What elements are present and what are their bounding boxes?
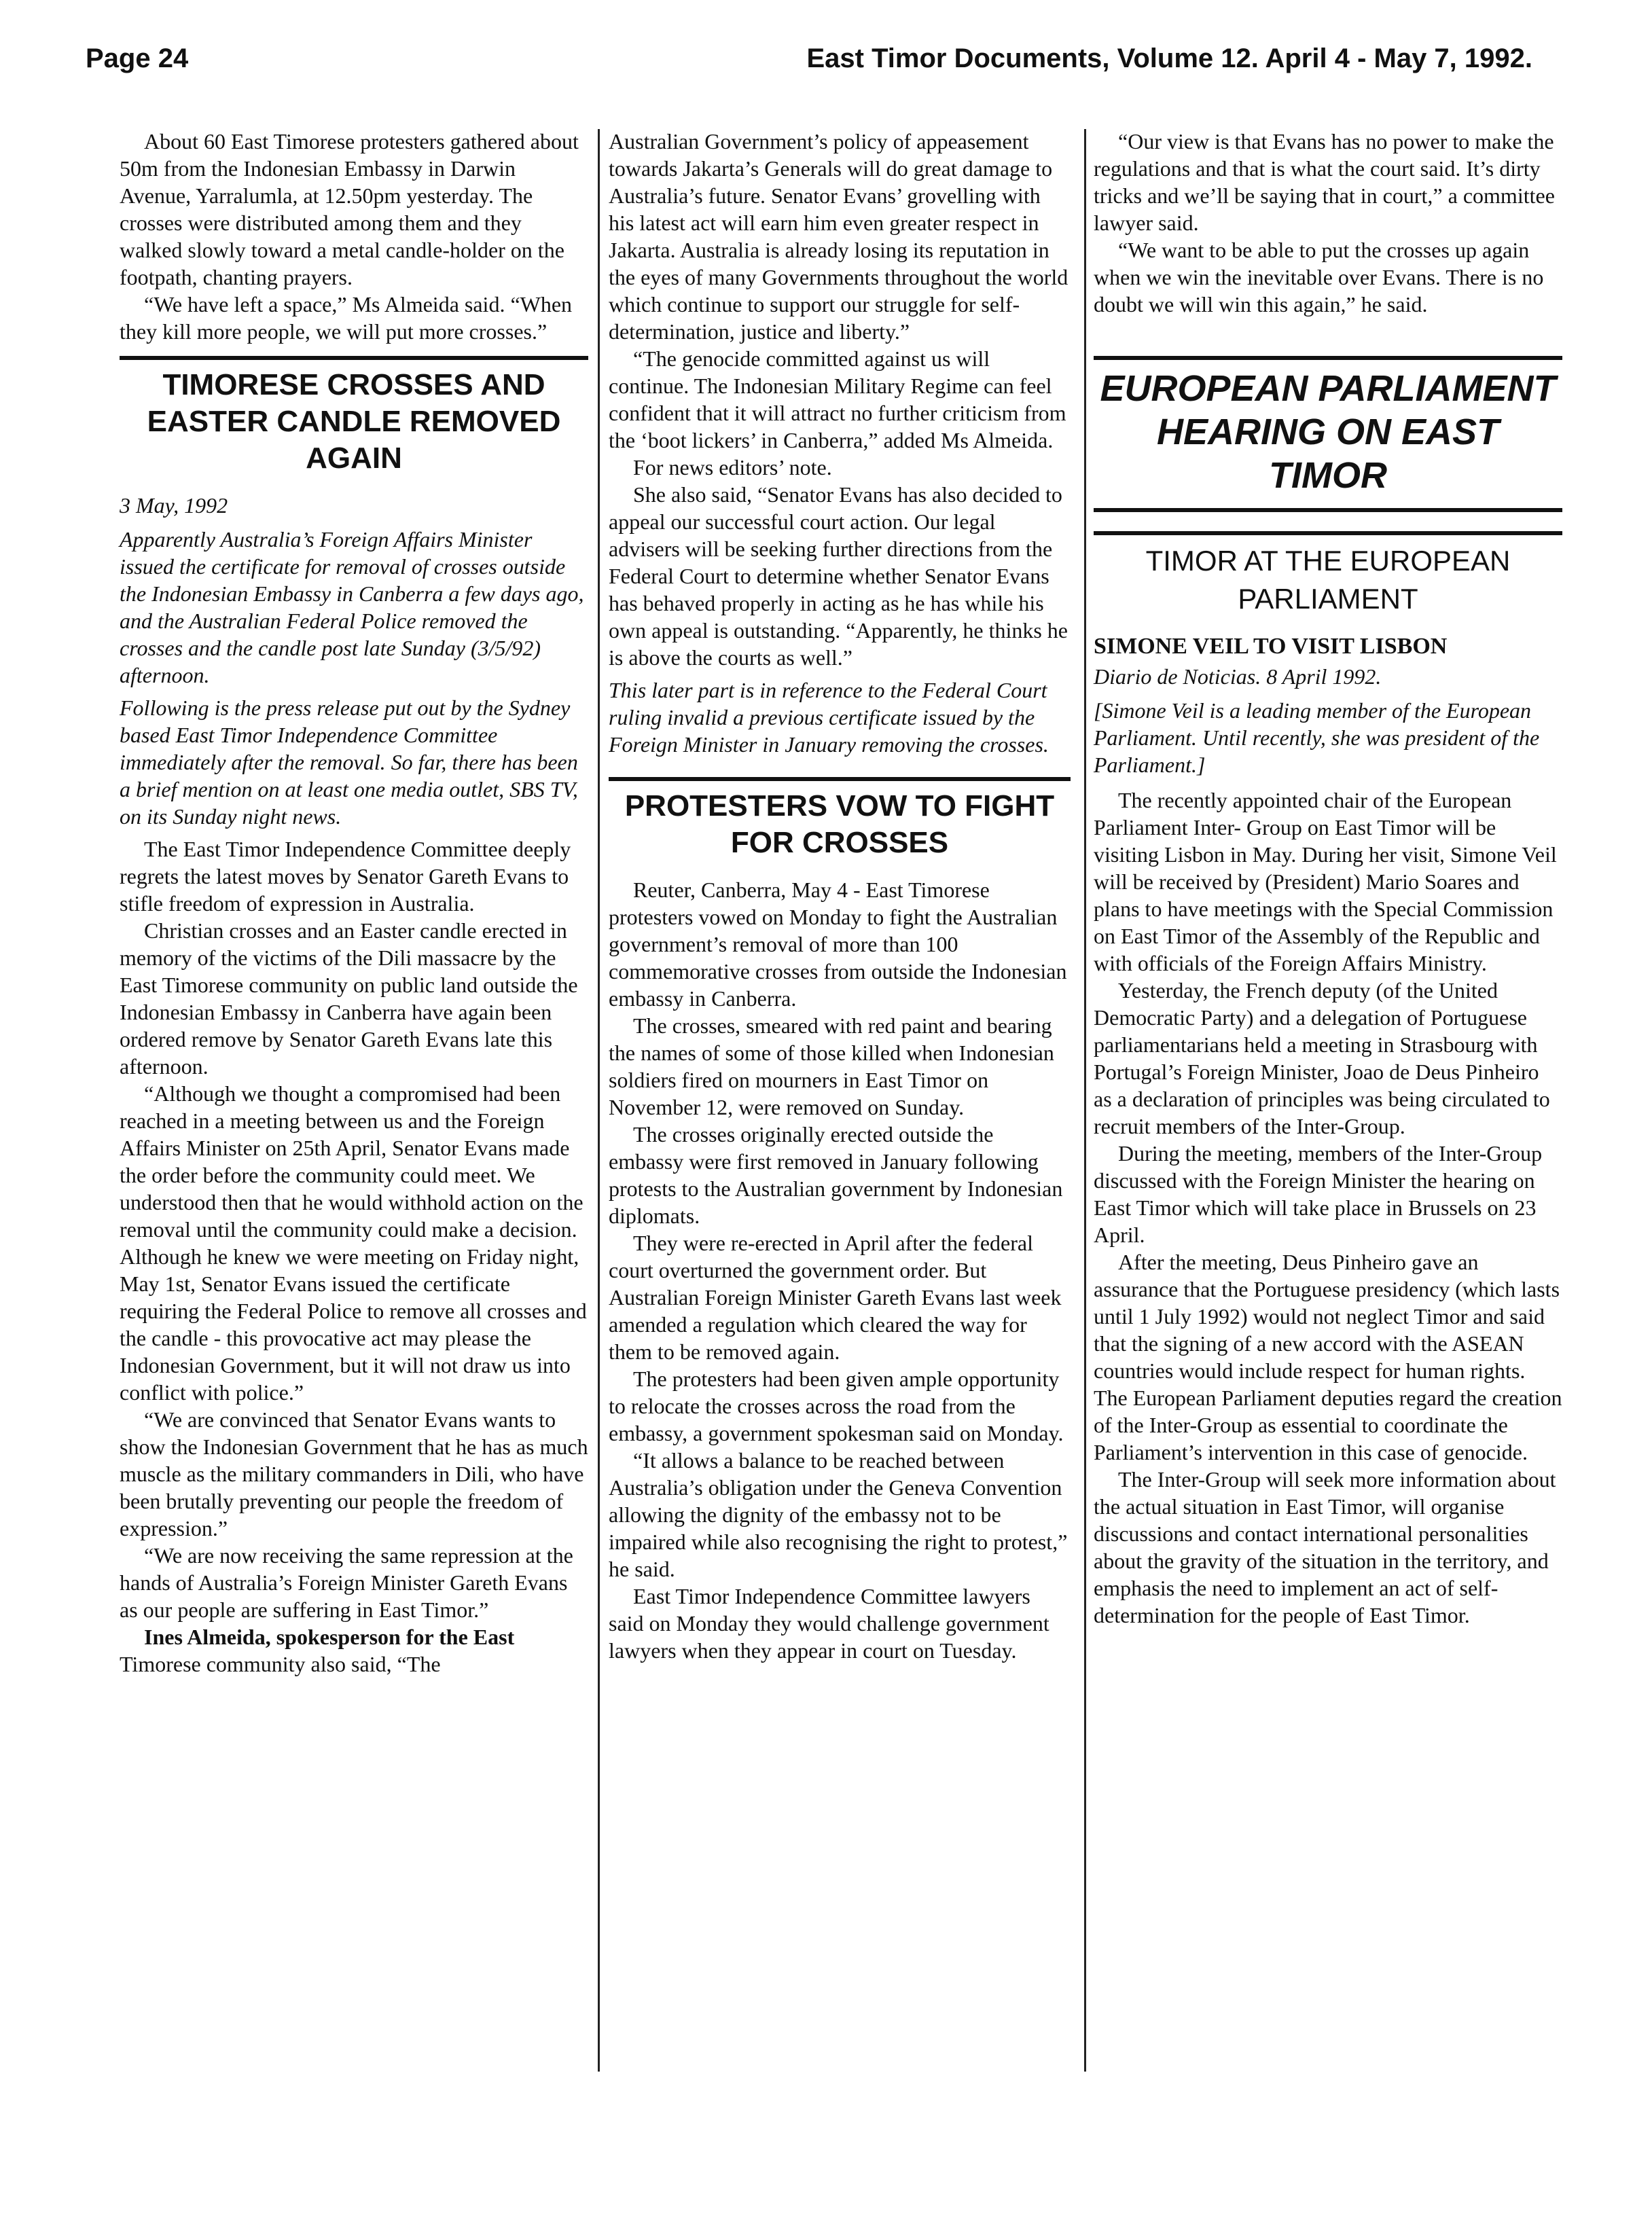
- paragraph: “We want to be able to put the crosses up again when we win the inevitable over Evans. There is no doubt we will win this again,” he said.: [1094, 238, 1544, 317]
- paragraph: After the meeting, Deus Pinheiro gave an assurance that the Portuguese presidency (which lasts until 1 July 1992) would not neglect Timor and said that the signing of a new accord with the ASEAN countries would include respect for human rights. The European Parliament deputies regard the creation of the Inter-Group as essential to coordinate the Parliament’s intervention in this case of genocide.: [1094, 1250, 1562, 1464]
- article-headline: TIMOR AT THE EUROPEAN PARLIAMENT: [1145, 545, 1511, 615]
- paragraph: Christian crosses and an Easter candle erected in memory of the victims of the Dili massacre by the East Timorese community on public land outside the Indonesian Embassy in Canberra have again been ordered remove by Senator Gareth Evans late this afternoon.: [120, 918, 578, 1079]
- paragraph: During the meeting, members of the Inter-Group discussed with the Foreign Minister the hearing on East Timor which will take place in Brussels on 23 April.: [1094, 1141, 1543, 1247]
- section-rule: [1094, 356, 1562, 360]
- section-rule: [609, 777, 1071, 781]
- column-3: [1094, 128, 1562, 1629]
- editor-note: Following is the press release put out by the Sydney based East Timor Independence Committee immediately after the removal. So far, there has been a brief mention on at least one media outlet, SBS TV, on its Sunday night news.: [120, 696, 578, 829]
- paragraph: Yesterday, the French deputy (of the United Democratic Party) and a delegation of Portuguese parliamentarians held a meeting in Strasbourg with Portugal’s Foreign Minister, Joao de Deus Pinheiro as a declaration of principles was being circulated to recruit members of the Inter-Group.: [1094, 978, 1550, 1138]
- paragraph: Australian Government’s policy of appeasement towards Jakarta’s Generals will do great damage to Australia’s future. Senator Evans’ grovelling with his latest act will earn him even greater respect in Jakarta. Australia is already losing its reputation in the eyes of many Governments throughout the world which continue to support our struggle for self-determination, justice and liberty.”: [609, 129, 1069, 344]
- editor-note: Apparently Australia’s Foreign Affairs Minister issued the certificate for removal of crosses outside the Indonesian Embassy in Canberra a few days ago, and the Australian Federal Police removed the crosses and the candle post late Sunday (3/5/92) afternoon.: [120, 527, 584, 687]
- section-rule: [1094, 531, 1562, 535]
- column-2: [609, 128, 1071, 1664]
- paragraph: East Timor Independence Committee lawyers said on Monday they would challenge government lawyers when they appear in court on Tuesday.: [609, 1584, 1049, 1663]
- column-divider: [1084, 129, 1086, 2072]
- paragraph: They were re-erected in April after the federal court overturned the government order. But Australian Foreign Minister Gareth Evans last week amended a regulation which cleared the way for them to be removed again.: [609, 1231, 1062, 1364]
- article-headline: TIMORESE CROSSES AND EASTER CANDLE REMOVED AGAIN: [147, 368, 561, 475]
- paragraph: “Our view is that Evans has no power to make the regulations and that is what the court said. It’s dirty tricks and we’ll be saying that in court,” a committee lawyer said.: [1094, 129, 1555, 235]
- editor-note: This later part is in reference to the Federal Court ruling invalid a previous certificate issued by the Foreign Minister in January removing the crosses.: [609, 678, 1049, 757]
- paragraph: “We are convinced that Senator Evans wants to show the Indonesian Government that he has as much muscle as the military commanders in Dili, who have been brutally preventing our people the freedom of expression.”: [120, 1407, 588, 1540]
- section-rule: [1094, 508, 1562, 512]
- paragraph: “It allows a balance to be reached between Australia’s obligation under the Geneva Convention allowing the dignity of the embassy not to be impaired while also recognising the right to protest,” he said.: [609, 1448, 1068, 1581]
- paragraph: The crosses, smeared with red paint and bearing the names of some of those killed when Indonesian soldiers fired on mourners in East Timor on November 12, were removed on Sunday.: [609, 1013, 1054, 1119]
- section-headline: EUROPEAN PARLIAMENT HEARING ON EAST TIMOR: [1100, 368, 1556, 496]
- paragraph: She also said, “Senator Evans has also decided to appeal our successful court action. Our legal advisers will be seeking further directions from the Federal Court to determine whether Senator Evans has behaved properly in acting as he has while his own appeal is outstanding. “Apparently, he thinks he is above the courts as well.”: [609, 482, 1068, 670]
- paragraph: The crosses originally erected outside the embassy were first removed in January following protests to the Australian government by Indonesian diplomats.: [609, 1122, 1063, 1228]
- paragraph: The protesters had been given ample opportunity to relocate the crosses across the road from the embassy, a government spokesman said on Monday.: [609, 1367, 1064, 1445]
- column-1: [120, 128, 588, 1678]
- page-header: [86, 43, 1532, 84]
- paragraph: “We have left a space,” Ms Almeida said. “When they kill more people, we will put more crosses.”: [120, 292, 573, 344]
- section-rule: [120, 356, 588, 360]
- paragraph: “Although we thought a compromised had been reached in a meeting between us and the Foreign Affairs Minister on 25th April, Senator Evans made the order before the community could meet. We understood then that he would withhold action on the removal until the community could make a decision. Although he knew we were meeting on Friday night, May 1st, Senator Evans issued the certificate requiring the Federal Police to remove all crosses and the candle - this provocative act may please the Indonesian Government, but it will not draw us into conflict with police.”: [120, 1081, 587, 1405]
- paragraph-text: Timorese community also said, “The: [120, 1652, 441, 1676]
- paragraph: “We are now receiving the same repression at the hands of Australia’s Foreign Minister Gareth Evans as our people are suffering in East Timor.”: [120, 1543, 573, 1622]
- column-divider: [598, 129, 600, 2072]
- paragraph: Reuter, Canberra, May 4 - East Timorese protesters vowed on Monday to fight the Australian government’s removal of more than 100 commemorative crosses from outside the Indonesian embassy in Canberra.: [609, 878, 1067, 1011]
- article-date: 3 May, 1992: [120, 493, 228, 518]
- paragraph: [120, 1623, 588, 1678]
- paragraph: The Inter-Group will seek more information about the actual situation in East Timor, will organise discussions and contact international personalities about the gravity of the situation in the territory, and emphasis the need to implement an act of self-determination for the people of East Timor.: [1094, 1467, 1556, 1627]
- publication-title: East Timor Documents, Volume 12. April 4 - May 7, 1992.: [806, 43, 1532, 73]
- paragraph: “The genocide committed against us will continue. The Indonesian Military Regime can feel confident that it will attract no further criticism from the ‘boot lickers’ in Canberra,” added Ms Almeida.: [609, 346, 1066, 452]
- paragraph: For news editors’ note.: [633, 455, 832, 480]
- article-source: Diario de Noticias. 8 April 1992.: [1094, 664, 1382, 689]
- paragraph: About 60 East Timorese protesters gathered about 50m from the Indonesian Embassy in Darwin Avenue, Yarralumla, at 12.50pm yesterday. The crosses were distributed among them and they walked slowly toward a metal candle-holder on the footpath, chanting prayers.: [120, 129, 579, 289]
- article-subhead: SIMONE VEIL TO VISIT LISBON: [1094, 634, 1448, 659]
- editor-note: [Simone Veil is a leading member of the European Parliament. Until recently, she was president of the Parliament.]: [1094, 698, 1540, 777]
- article-headline: PROTESTERS VOW TO FIGHT FOR CROSSES: [624, 789, 1055, 859]
- paragraph: The East Timor Independence Committee deeply regrets the latest moves by Senator Gareth Evans to stifle freedom of expression in Australia.: [120, 837, 571, 916]
- speaker-name: Ines Almeida, spokesperson for the East: [144, 1625, 515, 1649]
- paragraph: The recently appointed chair of the European Parliament Inter- Group on East Timor will be visiting Lisbon in May. During her visit, Simone Veil will be received by (President) Mario Soares and plans to have meetings with the Special Commission on East Timor of the Assembly of the Republic and with officials of the Foreign Affairs Ministry.: [1094, 788, 1557, 975]
- page-number: Page 24: [86, 43, 189, 73]
